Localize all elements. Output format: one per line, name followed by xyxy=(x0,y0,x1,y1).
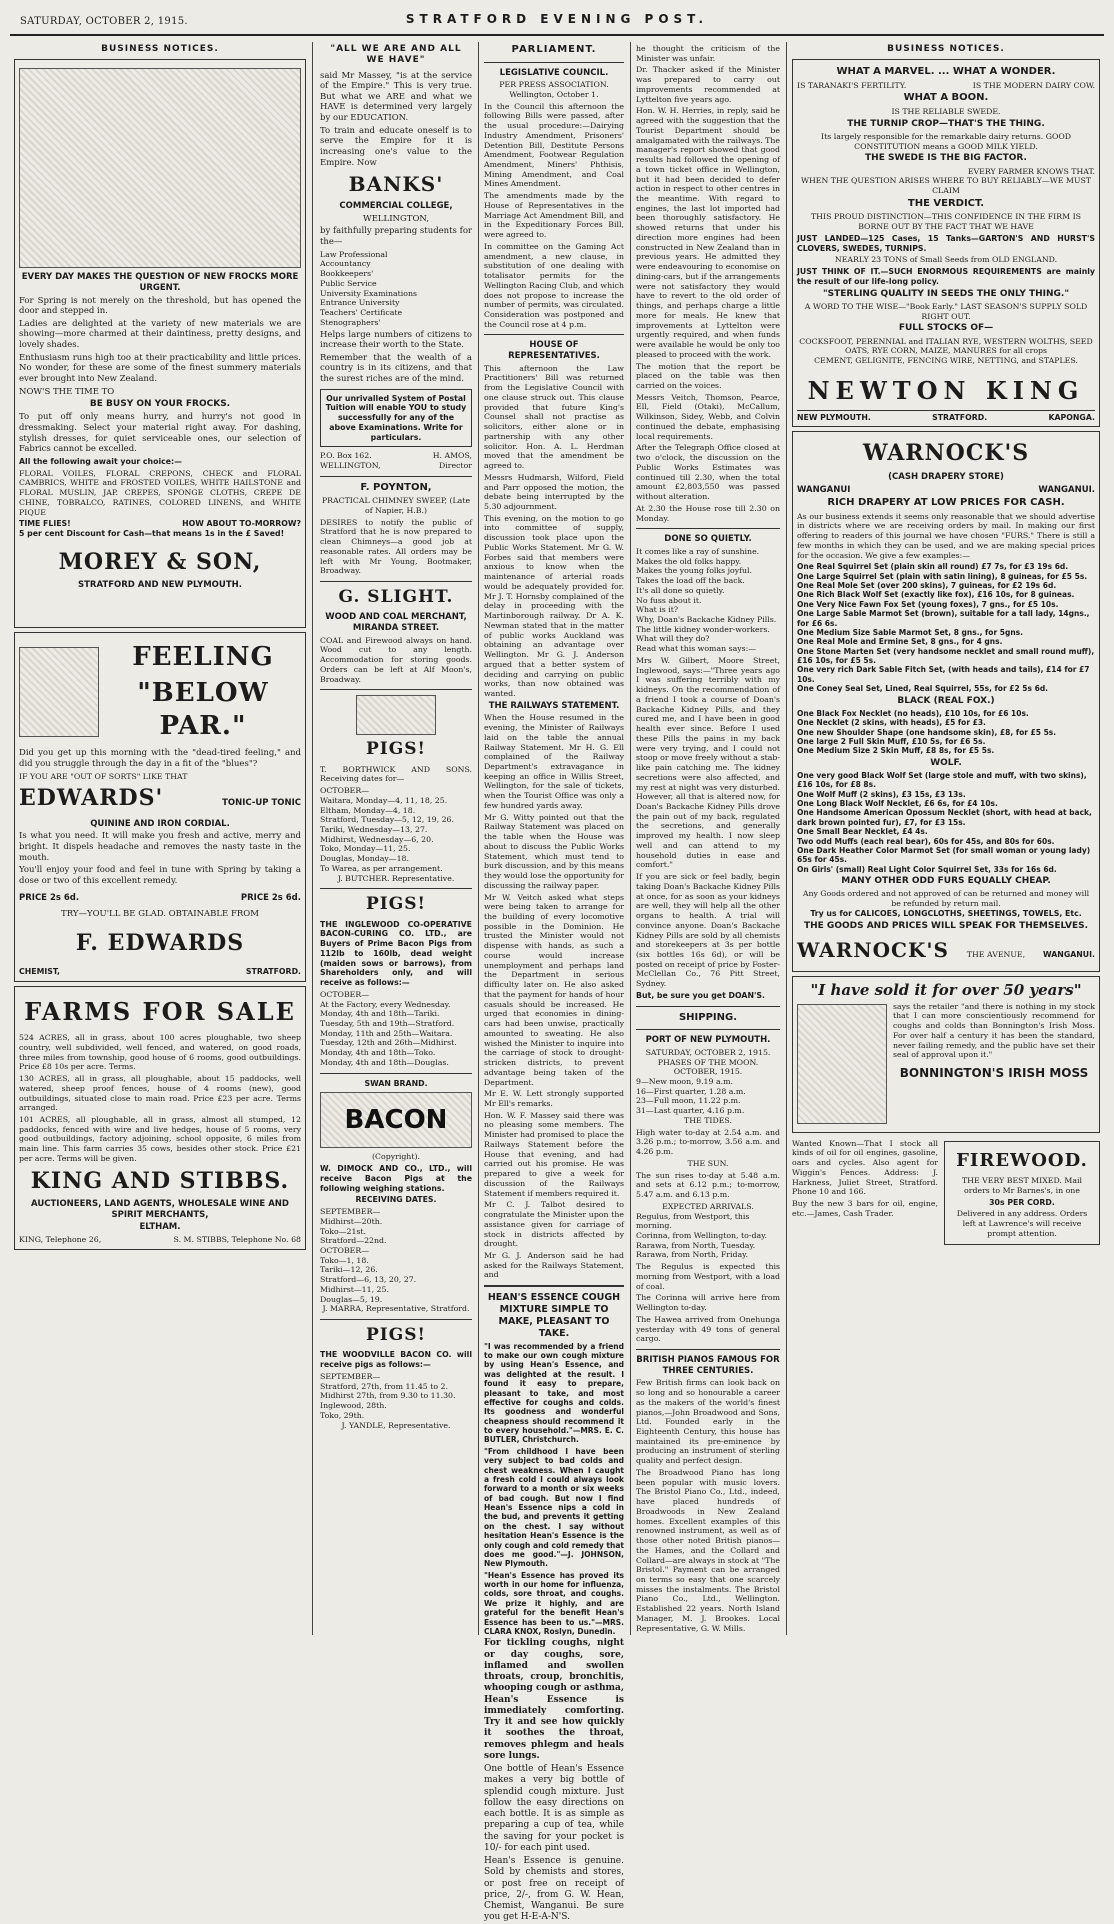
list-item: Corinna, from Wellington, to-day. xyxy=(636,1231,767,1240)
article-paragraph: Mr G. J. Anderson said he had asked for the Railways Statement, and xyxy=(484,1250,624,1280)
list-item: One Real Squirrel Set (plain skin all round) £7 7s, for £3 19s 6d. xyxy=(797,562,1069,572)
college-name: COMMERCIAL COLLEGE, xyxy=(339,201,453,212)
advert-subheading: THE TURNIP CROP—THAT'S THE THING. xyxy=(847,118,1045,129)
morey-name: MOREY & SON, xyxy=(58,548,262,575)
dates-list xyxy=(320,796,472,864)
testimonial: "From childhood I have been very subject to bad colds and chest weakness. When I caught a fresh cold I could always look forward to a month or six weeks of bad cough. But now I find Hean's Essence nips a cold in the bud, and prevents it getting on the chest. I say without hesitation Hean's Essence is the only cough and cold remedy that does me good."—J. JOHNSON, New Plymouth. xyxy=(484,1446,624,1569)
advert-text: JUST LANDED—125 Cases, 15 Tanks—GARTON'S AND HURST'S CLOVERS, SWEDES, TURNIPS. xyxy=(797,233,1095,253)
advert-text: CEMENT, GELIGNITE, FENCING WIRE, NETTING, and STAPLES. xyxy=(814,355,1078,365)
lady-illustration xyxy=(19,68,301,268)
price: PRICE 2s 6d. xyxy=(19,892,80,903)
advert-text: The Broadwood Piano has long been popular with music lovers. The Bristol Piano Co., Ltd., indeed, have placed hundreds of Broadwoods in New Zealand homes. Excellent examples of this renowned instrument, as well as of those other noted British pianos—the Hames, and the Collard and Collard—are always in stock at "The Bristol." Payment can be arranged on terms so easy that one scarcely misses the instalments. The Bristol Piano Co., Ltd., Wellington. Established 22 years. North Island Manager, M. J. Brookes. Local Representative, G. W. Mills. xyxy=(636,1467,780,1633)
advert-text: TRY—YOU'LL BE GLAD. OBTAINABLE FROM xyxy=(61,909,259,920)
subsection-heading: THE SUN. xyxy=(687,1158,729,1168)
advert-subheading: WOLF. xyxy=(930,757,962,768)
advert-text: COAL and Firewood always on hand. Wood cut to any length. Accommodation for storing goods. Orders can be left at Alf Moon's, Broadway. xyxy=(320,635,472,684)
article-paragraph: The Hawea arrived from Onehunga yesterday with 49 tons of general cargo. xyxy=(636,1314,780,1344)
advert-text: says the retailer "and there is nothing in my stock that I can more conscientiously recommend for coughs and colds than Bonnington's Irish Moss. For over half a century it has been the standard, never failing remedy, and the public have set their seal of approval upon it." xyxy=(893,1001,1095,1060)
subsection-heading: EXPECTED ARRIVALS. xyxy=(662,1201,754,1211)
arrivals-list xyxy=(636,1212,780,1261)
advert-text: JUST THINK OF IT.—SUCH ENORMOUS REQUIREMENTS are mainly the result of our life-long policy. xyxy=(797,267,1095,286)
article-paragraph: Messrs Hudmarsh, Wilford, Field and Parr opposed the motion, the debate being interrupted by the 5.30 adjournment. xyxy=(484,472,624,512)
subsection-heading: PORT OF NEW PLYMOUTH. xyxy=(645,1035,771,1046)
tonic-name: TONIC-UP TONIC xyxy=(222,798,301,809)
advert-headline: "I have sold it for over 50 years" xyxy=(810,980,1082,999)
advert-text: Is what you need. It will make you fresh and active, merry and bright. It dispels headache and removes the nasty taste in the mouth. xyxy=(19,831,301,863)
list-item: What will they do? xyxy=(636,634,710,644)
column-1 xyxy=(10,42,310,1635)
article-paragraph: In the Council this afternoon the following Bills were passed, after the usual procedure:—Dairying Industry Amendment, Prisoners' Detention Bill, Destitute Persons Amendment, Footwear Regulation Amendment, Miners' Phthisis, Mining Amendment, and Coal Mines Amendment. xyxy=(484,101,624,189)
advert-text: THIS PROUD DISTINCTION—THIS CONFIDENCE IN THE FIRM IS BORNE OUT BY THE FACT THAT WE HAVE xyxy=(810,212,1081,232)
advert-text: As our business extends it seems only reasonable that we should advertise in districts where we are receiving orders by mail. In making our first offering to readers of this journal we have chosen "FURS." There is still a few months in which they can be used, and we are making special prices for the occasion. We give a few examples:— xyxy=(797,511,1095,560)
list-item: 16—First quarter, 1.28 a.m. xyxy=(636,1086,746,1096)
list-item: One very rich Dark Sable Fitch Set, (with heads and tails), £14 for £7 10s. xyxy=(797,665,1090,684)
advert-text: IS THE MODERN DAIRY COW. xyxy=(972,80,1095,90)
list-item: One Medium Size Sable Marmot Set, 8 gns., for 5gns. xyxy=(797,627,1023,637)
subsection-heading: HOUSE OF REPRESENTATIVES. xyxy=(508,340,600,362)
pigs-heading: PIGS! xyxy=(366,739,426,760)
advert-headline: WHAT A BOON. xyxy=(903,92,989,104)
advert-subheading: THE SWEDE IS THE BIG FACTOR. xyxy=(865,153,1027,164)
advert-text: A WORD TO THE WISE—"Book Early." LAST SEASON'S SUPPLY SOLD RIGHT OUT. xyxy=(804,301,1088,321)
advert-subheading: "STERLING QUALITY IN SEEDS THE ONLY THING." xyxy=(822,288,1070,299)
advert-subheading: PRACTICAL CHIMNEY SWEEP, (Late of Napier, H.B.) xyxy=(321,496,471,515)
advert-text: To train and educate oneself is to serve the Empire for it is increasing one's value to the Empire. Now xyxy=(320,125,472,168)
advert-headline: "ALL WE ARE AND ALL WE HAVE" xyxy=(330,44,462,66)
article-paragraph: Hon. W. H. Herries, in reply, said he agreed with the suggestion that the Tourist Department should be amalgamated with the railways. The manager's report showed that good results had followed the opening of a town ticket office in Wellington, but it had been decided to defer action in respect to other centres in the meantime. With regard to engines, the last lot imported had been thoroughly satisfactory. He showed returns that under his direction more engines had been constructed in New Zealand than in previous years. He admitted they were endeavouring to economise on dining-cars, but if the arrangements were not satisfactory they would have to revert to the old order of things, and perhaps charge a little more for meals. He knew that improvements at Lyttelton were urgently required, and when funds were available he would be only too pleased to proceed with the work. xyxy=(636,106,781,359)
advert-text: To Warea, as per arrangement. xyxy=(320,863,443,873)
bacon-pig-illustration xyxy=(320,1092,472,1148)
list-item: One Coney Seal Set, Lined, Real Squirrel, 55s, for £2 5s 6d. xyxy=(797,684,1049,694)
advert-text: Delivered in any address. Orders left at Lawrence's will receive prompt attention. xyxy=(956,1209,1088,1238)
advert-text: For tickling coughs, night or day coughs, sore, inflamed and swollen throats, croup, bronchitis, whooping cough or asthma, Hean's Essence is immediately comforting. Try it and see how quickly it soothes the throat, removes phlegm and heals sore lungs. xyxy=(484,1638,624,1761)
month-label: OCTOBER— xyxy=(320,989,370,999)
list-item: One Real Mole Set (over 200 skins), 7 guineas, for £2 19s 6d. xyxy=(797,581,1057,591)
advert-text: Enthusiasm runs high too at their practicability and little prices. No wonder, for these are some of the finest summery materials ever brought into New Zealand. xyxy=(19,352,301,384)
list-item: One Real Mole and Ermine Set, 8 gns., for 4 gns. xyxy=(797,637,1003,647)
list-item: Law Professional xyxy=(320,249,388,259)
article-paragraph: Mr E. W. Lett strongly supported Mr Ell's remarks. xyxy=(484,1089,624,1108)
dateline: OCTOBER, 1915. xyxy=(673,1067,743,1077)
list-item: Stenographers' xyxy=(320,317,381,327)
farm-listing: 524 ACRES, all in grass, about 100 acres ploughable, two sheep country, well subdivided, well fenced, and watered, on good roads, three miles from township, good house of 6 rooms, good outbuildings. Price £8 10s per acre. Terms. xyxy=(19,1033,301,1072)
list-item: 31—Last quarter, 4.16 p.m. xyxy=(636,1106,745,1116)
list-item: Read what this woman says:— xyxy=(636,644,757,654)
article-paragraph: In committee on the Gaming Act amendment, a new clause, in substitution of one dealing with totalisator permits for the Wellington Racing Club, and which does not propose to increase the number of permits, was circulated. Consideration was postponed and the Council rose at 4 p.m. xyxy=(484,241,624,329)
dates-list xyxy=(320,1372,472,1421)
advert-text: Remember that the wealth of a country is in its citizens, and that the surest riches are of the mind. xyxy=(320,352,472,384)
fabric-list: FLORAL VOILES, FLORAL CREPONS, CHECK and FLORAL CAMBRICS, WHITE and FROSTED VOILES, WHITE HAILSTONE and FLORAL MUSLIN, JAP. CREPES, SPONGE CLOTHS, CREPE DE CHINE, TOBRALCO, RATINES, COLORED LINENS, and WHITE PIQUE xyxy=(19,468,301,517)
list-item: One Large Sable Marmot Set (brown), suitable for a tall lady, 14gns., for £6 6s. xyxy=(797,609,1090,628)
list-item: One Medium Size 2 Skin Muff, £8 8s, for £5 5s. xyxy=(797,746,995,756)
advert-text: Any Goods ordered and not approved of can be returned and money will be refunded by return mail. xyxy=(802,889,1090,909)
advert-text: NOW'S THE TIME TO xyxy=(19,386,115,397)
advert-subheading: BLACK (REAL FOX.) xyxy=(897,695,995,706)
advert-text: Its largely responsible for the remarkable dairy returns. GOOD CONSTITUTION means a GOOD MILK YIELD. xyxy=(821,131,1071,151)
list-item: Monday, 4th and 18th—Toko. xyxy=(320,1048,436,1058)
article-paragraph: he thought the criticism of the Minister was unfair. xyxy=(636,44,780,63)
column-rule xyxy=(630,42,631,1635)
advert-text: All the following await your choice:— xyxy=(19,456,182,466)
list-item: Monday, 11th and 25th—Waitara. xyxy=(320,1028,453,1038)
list-item: Public Service xyxy=(320,278,377,288)
list-item: Entrance University xyxy=(320,298,400,308)
dates-list xyxy=(320,1256,472,1305)
location-label: NEW PLYMOUTH. xyxy=(797,412,871,422)
postal-tuition-box: Our unrivalled System of Postal Tuition will enable YOU to study successfully for any of the above Examinations. Write for particulars. xyxy=(320,389,472,448)
list-item: Makes the young folks joyful. xyxy=(636,566,752,576)
article-paragraph: Messrs Veitch, Thomson, Pearce, Ell, Field (Otaki), McCallum, Wilkinson, Sidey, Webb, and Colvin continued the debate, emphasising local requirements. xyxy=(636,392,780,441)
list-item: One large 2 Full Skin Muff, £10 5s, for £6 5s. xyxy=(797,736,986,746)
list-item: Accountancy xyxy=(320,259,371,269)
firewood-heading: FIREWOOD. xyxy=(956,1149,1088,1171)
advert-text: DESIRES to notify the public of Stratford that he is now prepared to clean Chimneys—a good job at reasonable rates. All orders may be left with Mr Young, Bootmaker, Broadway. xyxy=(320,517,472,576)
edwards-brand: EDWARDS' xyxy=(19,785,164,812)
column-rule xyxy=(312,42,313,1635)
article-paragraph: The Regulus is expected this morning from Westport, with a load of coal. xyxy=(636,1262,780,1291)
representative: J. MARRA, Representative, Stratford. xyxy=(322,1304,470,1314)
frocks-advert xyxy=(14,59,306,628)
dateline: SATURDAY, OCTOBER 2, 1915. xyxy=(645,1047,771,1057)
list-item: It comes like a ray of sunshine. xyxy=(636,546,760,556)
section-heading: BUSINESS NOTICES. xyxy=(101,44,219,54)
list-item: On Girls' (small) Real Light Color Squirrel Set, 33s for 16s 6d. xyxy=(797,864,1057,874)
newton-king-advert xyxy=(792,59,1100,427)
article-paragraph: The Corinna will arrive here from Wellington to-day. xyxy=(636,1293,780,1313)
list-item: 9—New moon, 9.19 a.m. xyxy=(636,1076,733,1086)
pig-illustration xyxy=(356,695,436,735)
advert-text: Few British firms can look back on so long and so honourable a career as the makers of the world's finest pianos,—John Broadwood and Sons, Ltd. Founded early in the Eighteenth Century, this house has maintained its pre-eminence by producing an instrument of sterling quality and perfect design. xyxy=(636,1378,780,1466)
list-item: One Rich Black Wolf Set (exactly like fox), £16 10s, for 8 guineas. xyxy=(797,590,1075,600)
list-item: Makes the old folks happy. xyxy=(636,556,742,566)
list-item: Regulus, from Westport, this morning. xyxy=(636,1211,750,1231)
advert-text: T. BORTHWICK AND SONS. Receiving dates for— xyxy=(320,764,472,784)
advert-headline: DONE SO QUIETLY. xyxy=(664,534,752,545)
list-item: No fuss about it. xyxy=(636,595,702,605)
list-item: At the Factory, every Wednesday. xyxy=(320,999,451,1009)
course-list xyxy=(320,250,472,328)
list-item: Tariki, Wednesday—13, 27. xyxy=(320,824,428,834)
section-heading: BUSINESS NOTICES. xyxy=(887,44,1005,54)
town-label: WANGANUI. xyxy=(1038,484,1095,495)
list-item: One Small Bear Necklet, £4 4s. xyxy=(797,827,928,837)
advert-text: THE WOODVILLE BACON CO. will receive pigs as follows:— xyxy=(320,1350,472,1370)
advert-text: You'll enjoy your food and feel in tune with Spring by taking a dose or two of this excellent remedy. xyxy=(19,865,301,886)
black-fox-list xyxy=(797,709,1095,756)
list-item: Midhirst 27th, from 9.30 to 11.30. xyxy=(320,1391,456,1401)
advert-subheading: WOOD AND COAL MERCHANT, MIRANDA STREET. xyxy=(325,612,467,634)
advert-tagline: TIME FLIES! xyxy=(19,519,71,529)
article-paragraph: The sun rises to-day at 5.48 a.m. and sets at 6.12 p.m.; to-morrow, 5.47 a.m. and 6.13 p.m. xyxy=(636,1170,780,1200)
list-item: Douglas, Monday—18. xyxy=(320,854,409,864)
list-item: What is it? xyxy=(636,605,679,615)
column-5 xyxy=(788,42,1104,1635)
dates-list xyxy=(320,1217,472,1246)
list-item: Toko—1, 18. xyxy=(320,1255,369,1265)
month-label: OCTOBER— xyxy=(320,1245,370,1255)
list-item: Teachers' Certificate xyxy=(320,308,403,318)
f-edwards-name: F. EDWARDS xyxy=(75,929,245,956)
pigs-heading: PIGS! xyxy=(366,1325,426,1346)
list-item: Why, Doan's Backache Kidney Pills. xyxy=(636,615,777,625)
poem-lines xyxy=(636,547,780,654)
advert-text: Mrs W. Gilbert, Moore Street, Inglewood, says:—"Three years ago I was suffering terribly with my kidneys. On the recommendation of a friend I took a course of Doan's Backache Kidney Pills, and they cured me, and I have been in good health ever since. Before I used these Pills the pains in my back were very trying, and I could not stoop or move freely without a stab-like pain catching me. The kidney secretions were also affected, and my rest at night was very disturbed. However, all that is altered now, for Doan's Backache Kidney Pills drove the pain out of my back, regulated the secretions, and generally improved my health. I now sleep well and can attend to my household duties in ease and comfort." xyxy=(636,655,780,870)
article-paragraph: This afternoon the Law Practitioners' Bill was returned from the Legislative Council with one clause struck out. This clause provided that future King's Counsel shall not practise as solicitors, either alone or in partnership with any other solicitor. Hon. A. L. Herdman moved that the amendment be agreed to. xyxy=(484,363,624,471)
advert-subheading: BE BUSY ON YOUR FROCKS. xyxy=(89,399,231,410)
list-item: Monday, 4th and 18th—Tariki. xyxy=(320,1009,440,1019)
issue-date: SATURDAY, OCTOBER 2, 1915. xyxy=(20,16,188,27)
location-label: STRATFORD. xyxy=(932,412,988,422)
month-label: SEPTEMBER— xyxy=(320,1207,381,1217)
list-item: Inglewood, 28th. xyxy=(320,1401,387,1411)
list-item: One Stone Marten Set (very handsome necklet and small round muff), £16 10s, for £5 5s. xyxy=(797,646,1095,666)
list-item: Midhirst—11, 25. xyxy=(320,1284,389,1294)
tonic-advert xyxy=(14,632,306,982)
newton-king-name: NEWTON KING xyxy=(807,375,1085,405)
advert-text: Helps large numbers of citizens to increase their worth to the State. xyxy=(320,329,472,351)
advert-text: To put off only means hurry, and hurry's not good in dressmaking. Select your material right away. For dashing, stylish dresses, for quiet serviceable ones, our selection of Fabrics cannot be excelled. xyxy=(19,412,301,455)
dates-list xyxy=(320,1000,472,1068)
column-rule xyxy=(478,42,479,1635)
advert-text: But, be sure you get DOAN'S. xyxy=(636,990,765,1000)
copyright-label: (Copyright). xyxy=(372,1152,420,1162)
list-item: Tuesday, 12th and 26th—Midhirst. xyxy=(320,1038,457,1048)
subsection-heading: LEGISLATIVE COUNCIL. xyxy=(499,67,609,78)
town-label: WANGANUI. xyxy=(1043,949,1095,959)
discount-line: 5 per cent Discount for Cash—that means 1s in the £ Saved! xyxy=(19,529,285,539)
list-item: The little kidney wonder-workers. xyxy=(636,624,770,634)
list-item: One Handsome American Opossum Necklet (short, with head at back, dark brown pointed fur), £7, for £3 15s. xyxy=(797,808,1092,827)
list-item: Eltham, Monday—4, 18. xyxy=(320,805,416,815)
article-paragraph: The motion that the report be placed on the table was then carried on the voices. xyxy=(636,361,780,390)
advert-headline: "BELOW PAR." xyxy=(137,678,269,741)
slight-name: G. SLIGHT. xyxy=(338,587,454,608)
director-name: H. AMOS, xyxy=(432,451,472,461)
poynton-name: F. POYNTON, xyxy=(360,481,432,493)
retailer-illustration xyxy=(797,1004,887,1124)
list-item: Douglas—5, 19. xyxy=(320,1294,383,1304)
list-item: Stratford, Tuesday—5, 12, 19, 26. xyxy=(320,815,454,825)
list-item: One Very Nice Fawn Fox Set (young foxes), 7 gns., for £5 10s. xyxy=(797,599,1059,609)
king-stibbs-name: KING AND STIBBS. xyxy=(30,1167,290,1194)
list-item: One very good Black Wolf Set (large stole and muff, with two skins), £16 10s, for £8 8s. xyxy=(797,770,1087,790)
advert-tagline-row xyxy=(19,519,301,529)
advert-text: IS TARANAKI'S FERTILITY. xyxy=(797,80,907,90)
advert-subheading: MANY OTHER ODD FURS EQUALLY CHEAP. xyxy=(841,876,1051,887)
testimonial: "Hean's Essence has proved its worth in our home for influenza, colds, sore throat, and coughs. We prize it highly, and are grateful for the benefit Hean's Essence has been to us."—MRS. CLARA KNOX, Roslyn, Dunedin. xyxy=(484,1570,624,1636)
advert-subheading: (CASH DRAPERY STORE) xyxy=(888,471,1004,482)
advert-text: WHEN THE QUESTION ARISES WHERE TO BUY RELIABLY—WE MUST CLAIM xyxy=(800,176,1091,196)
list-item: Waitara, Monday—4, 11, 18, 25. xyxy=(320,795,448,805)
list-item: SEPTEMBER— xyxy=(320,1371,381,1381)
advert-text: For Spring is not merely on the threshold, but has opened the door and stepped in. xyxy=(19,295,301,317)
banks-name: BANKS' xyxy=(348,172,444,197)
month-label: OCTOBER— xyxy=(320,786,370,796)
representative: J. YANDLE, Representative. xyxy=(341,1420,451,1430)
advert-text: One bottle of Hean's Essence makes a very big bottle of splendid cough mixture. Just follow the easy directions on each bottle. It is as simple as preparing a cup of tea, while the saving for your pocket is 10/- for each pint used. xyxy=(484,1764,624,1853)
price: 30s PER CORD. xyxy=(989,1197,1055,1207)
list-item: Two odd Muffs (each real bear), 60s for 45s, and 80s for 60s. xyxy=(797,836,1055,846)
farms-advert xyxy=(14,986,306,1250)
advert-text: IF YOU ARE "OUT OF SORTS" LIKE THAT xyxy=(19,771,188,781)
list-item: Midhirst—20th. xyxy=(320,1216,383,1226)
town-label: STRATFORD. xyxy=(245,967,301,977)
advert-text: THE VERY BEST MIXED. Mail orders to Mr Barnes's, in one xyxy=(961,1176,1083,1195)
advert-headline: FARMS FOR SALE xyxy=(24,997,296,1027)
advert-text: Ladies are delighted at the variety of new materials we are showing—more charmed at their daintiness, pretty designs, and lovely shades. xyxy=(19,318,301,350)
column-rule xyxy=(786,42,787,1635)
section-heading: SHIPPING. xyxy=(678,1011,738,1023)
list-item: Toko, Monday—11, 25. xyxy=(320,844,411,854)
advert-text: If you are sick or feel badly, begin taking Doan's Backache Kidney Pills at once, for as soon as your kidneys are well, they will help all the other organs to health. A trial will convince anyone. Doan's Backache Kidney Pills are sold by all chemists and storekeepers at 3s per bottle (six bottles 16s 6d), or will be posted on receipt of price by Foster-McClellan Co., 76 Pitt Street, Sydney. xyxy=(636,872,780,989)
advert-headline: EVERY DAY MAKES THE QUESTION OF NEW FROCKS MORE URGENT. xyxy=(21,272,299,293)
advert-subheading: RECEIVING DATES. xyxy=(355,1195,437,1205)
representative: J. BUTCHER. Representative. xyxy=(337,873,455,883)
price: PRICE 2s 6d. xyxy=(240,892,301,903)
king-stibbs-sub: AUCTIONEERS, LAND AGENTS, WHOLESALE WINE AND SPIRIT MERCHANTS, xyxy=(31,1199,289,1220)
wanted-advert: Wanted Known—That I stock all kinds of oil for oil engines, gasoline, oars and cycles. Also agent for Wiggin's Fences. Address: J. Harkness, Juliet Street, Stratford. Phone 10 and 166. xyxy=(792,1138,938,1197)
list-item: Stratford, 27th, from 11.45 to 2. xyxy=(320,1381,448,1391)
bottom-adverts xyxy=(792,1137,1100,1250)
advert-text: NEARLY 23 TONS of Small Seeds from OLD ENGLAND. xyxy=(834,255,1058,265)
advert-headline: THE VERDICT. xyxy=(907,197,985,209)
town-label: WELLINGTON, xyxy=(362,213,430,224)
warnocks-name: WARNOCK'S xyxy=(797,937,949,962)
subsection-heading: THE TIDES. xyxy=(684,1115,732,1125)
town-label: ELTHAM. xyxy=(139,1222,181,1233)
farm-listing: 101 ACRES, all ploughable, all in grass, almost all stumped, 12 paddocks, fenced with wire and live hedges, house of 5 rooms, very good outbuildings, factory adjoining, school opposite, 6 miles from main line. This farm carries 35 cows, besides other stock. Price £21 per acre. Terms will be given. xyxy=(19,1114,301,1163)
advert-text: W. DIMOCK AND CO., LTD., will receive Bacon Pigs at the following weighing stations. xyxy=(320,1164,472,1193)
article-paragraph: After the Telegraph Office closed at two o'clock, the discussion on the Public Works Estimates was continued till 2.30, when the total amount £2,803,550 was passed without alteration. xyxy=(636,443,780,502)
warnocks-name: WARNOCK'S xyxy=(862,440,1030,467)
brand-label: SWAN BRAND. xyxy=(364,1078,428,1088)
testimonial: "I was recommended by a friend to make our own cough mixture by using Hean's Essence, and was delighted at the result. I found it easy to prepare, pleasant to take, and most effective for coughs and colds. Its goodness and wonderful cheapness should recommend it to every household."—MRS. E. C. BUTLER, Christchurch. xyxy=(484,1341,624,1445)
advert-text: COCKSFOOT, PERENNIAL and ITALIAN RYE, WESTERN WOLTHS, SEED OATS, RYE CORN, MAIZE, MANURES for all crops xyxy=(799,336,1093,356)
column-3 xyxy=(480,42,628,1923)
wolf-list xyxy=(797,771,1095,874)
moon-phases xyxy=(636,1077,780,1116)
subsection-heading: PHASES OF THE MOON. xyxy=(657,1057,759,1067)
article-paragraph: Mr W. Veitch asked what steps were being taken to arrange for the building of every locomotive possible in the Dominion. He trusted the Minister would not dispense with hands, as such a course would increase unemployment and perhaps land the Department in serious difficulty later on. He also asked that the payment for hands of hour casuals should be increased. He urged that economies in dining-cars had been unwise, practically amounted to sweating. He also wished the Minister to inquire into the carriage of stock to drought-stricken districts, to prevent advantage being taken of the Department. xyxy=(484,892,624,1087)
advert-headline: FEELING xyxy=(132,641,274,672)
warnocks-advert xyxy=(792,431,1100,971)
list-item: Rarawa, from North, Friday. xyxy=(636,1250,749,1260)
man-illustration xyxy=(19,647,99,737)
list-item: Stratford—6, 13, 20, 27. xyxy=(320,1275,417,1285)
list-item: One Necklet (2 skins, with heads), £5 for £3. xyxy=(797,718,986,728)
list-item: Toko, 29th. xyxy=(320,1410,365,1420)
article-paragraph: This evening, on the motion to go into committee of supply, discussion took place upon the Public Works Statement. Mr G. W. Forbes said that members were anxious to know when the maintenance of arterial roads would be adequately provided for. Mr J. T. Hornsby complained of the delay in proceeding with the Martinborough railway. Dr A. K. Newman stated that in the matter of public works Auckland was obtaining an advantage over Wellington. Mr G. J. Anderson argued that a better system of deciding and carrying on public works, than now obtained was wanted. xyxy=(484,513,624,698)
article-paragraph: At 2.30 the House rose till 2.30 on Monday. xyxy=(636,503,780,523)
article-paragraph: High water to-day at 2.54 a.m. and 3.26 p.m.; to-morrow, 3.56 a.m. and 4.26 p.m. xyxy=(636,1127,780,1157)
list-item: University Examinations xyxy=(320,288,417,298)
tonic-sub: QUININE AND IRON CORDIAL. xyxy=(90,818,230,829)
advert-headline: BRITISH PIANOS FAMOUS FOR THREE CENTURIES. xyxy=(636,1355,780,1376)
advert-text: THE INGLEWOOD CO-OPERATIVE BACON-CURING CO. LTD., are Buyers of Prime Bacon Pigs from 112lb to 160lb, dead weight (maiden sows or barrows), from Shareholders only, and will receive as follows:— xyxy=(320,919,472,988)
list-item: Monday, 4th and 18th—Douglas. xyxy=(320,1057,449,1067)
town-label: WELLINGTON, xyxy=(320,461,381,471)
advert-subheading: THE GOODS AND PRICES WILL SPEAK FOR THEMSELVES. xyxy=(803,920,1089,931)
advert-text: IS THE RELIABLE SWEDE. xyxy=(891,106,1001,116)
list-item: Stratford—22nd. xyxy=(320,1236,387,1246)
subsection-heading: THE RAILWAYS STATEMENT. xyxy=(488,700,620,711)
advert-subheading: FULL STOCKS OF— xyxy=(898,323,994,334)
bonnington-advert xyxy=(792,976,1100,1133)
section-heading: PARLIAMENT. xyxy=(511,44,597,55)
list-item: Rarawa, from North, Tuesday. xyxy=(636,1240,756,1250)
article-paragraph: Hon. W. F. Massey said there was no pleasing some members. The Minister had promised to place the Railways Statement before the House that evening, and had carried out his promise. He was prepared to give a week for discussion of the Railways Statement if members required it. xyxy=(484,1110,624,1198)
po-box: P.O. Box 162. xyxy=(320,451,372,461)
bacon-word: BACON xyxy=(344,1105,448,1136)
advert-text: Try us for CALICOES, LONGCLOTHS, SHEETINGS, TOWELS, Etc. xyxy=(810,908,1082,918)
pigs-heading: PIGS! xyxy=(366,894,426,915)
advert-text: by faithfully preparing students for the— xyxy=(320,226,472,247)
article-paragraph: Dr. Thacker asked if the Minister was prepared to carry out improvements recommended at Lyttelton five years ago. xyxy=(636,65,780,104)
furs-list xyxy=(797,562,1095,693)
list-item: 23—Full moon, 11.22 p.m. xyxy=(636,1096,741,1106)
advert-text: said Mr Massey, "is at the service of the Empire." This is very true. But what we ARE and what we HAVE is determined very largely by our EDUCATION. xyxy=(320,70,472,123)
location-label: KAPONGA. xyxy=(1048,412,1095,422)
masthead xyxy=(10,6,1104,36)
advert-text: EVERY FARMER KNOWS THAT. xyxy=(967,166,1095,176)
list-item: Midhirst, Wednesday—6, 20. xyxy=(320,834,434,844)
list-item: It's all done so quietly. xyxy=(636,585,725,595)
advert-text: Buy the new 3 bars for oil, engine, etc.—James, Cash Trader. xyxy=(792,1198,938,1218)
advert-headline: RICH DRAPERY AT LOW PRICES FOR CASH. xyxy=(827,497,1065,509)
advert-text: Did you get up this morning with the "dead-tired feeling," and did you struggle through the day in a fit of the "blues"? xyxy=(19,748,301,769)
town-label: WANGANUI xyxy=(797,484,851,495)
article-paragraph: Mr C. J. Talbot desired to congratulate the Minister upon the assistance given for carriage of stock in districts affected by drought. xyxy=(484,1200,624,1249)
article-paragraph: The amendments made by the House of Representatives in the Marriage Act Amendment Bill, and in the Expeditionary Forces Bill, were agreed to. xyxy=(484,191,624,240)
column-2 xyxy=(316,42,476,1635)
advert-text: Hean's Essence is genuine. Sold by chemists and stores, or post free on receipt of price, 2/-, from G. W. Hean, Chemist, Wanganui. Be sure you get H-E-A-N'S. xyxy=(484,1856,624,1923)
director-title: Director xyxy=(438,461,472,471)
article-paragraph: When the House resumed in the evening, the Minister of Railways laid on the table the annual Railway Statement. Mr H. G. Ell complained of the Railway Department's extravagance in keeping an office in Willis Street, Wellington, for the sale of tickets, when the Tourist Office was only a few hundred yards away. xyxy=(484,713,624,810)
list-item: One Large Squirrel Set (plain with satin lining), 8 guineas, for £5 5s. xyxy=(797,571,1088,581)
list-item: One new Shoulder Shape (one handsome skin), £8, for £5 5s. xyxy=(797,727,1057,737)
farm-listing: 130 ACRES, all in grass, all ploughable, about 15 paddocks, well watered, sheep proof fences, house of 4 rooms (new), good outbuildings, situated close to main road. Price £23 per acre. Terms arranged. xyxy=(19,1074,301,1113)
phone-line: S. M. STIBBS, Telephone No. 68 xyxy=(173,1235,301,1245)
list-item: Toko—21st. xyxy=(320,1226,367,1236)
newspaper-title: STRATFORD EVENING POST. xyxy=(405,12,709,26)
dateline: PER PRESS ASSOCIATION. Wellington, October 1. xyxy=(499,80,609,99)
list-item: One Black Fox Necklet (no heads), £10 10s, for £6 10s. xyxy=(797,708,1029,718)
phone-line: KING, Telephone 26, xyxy=(19,1235,102,1245)
list-item: Tariki—12, 26. xyxy=(320,1265,378,1275)
list-item: One Dark Heather Color Marmot Set (for small woman or young lady) 65s for 45s. xyxy=(797,845,1091,865)
list-item: Takes the load off the back. xyxy=(636,576,745,586)
advert-headline: HEAN'S ESSENCE COUGH MIXTURE SIMPLE TO MAKE, PLEASANT TO TAKE. xyxy=(487,1292,621,1339)
column-4 xyxy=(632,42,784,1635)
advert-tagline: HOW ABOUT TO-MORROW? xyxy=(182,519,301,529)
advert-headline: WHAT A MARVEL. ... WHAT A WONDER. xyxy=(836,66,1056,78)
list-item: One Long Black Wolf Necklet, £6 6s, for £4 10s. xyxy=(797,799,998,809)
list-item: Tuesday, 5th and 19th—Stratford. xyxy=(320,1018,455,1028)
list-item: Bookkeepers' xyxy=(320,269,374,279)
address-label: THE AVENUE, xyxy=(966,949,1026,959)
article-paragraph: Mr G. Witty pointed out that the Railway Statement was placed on the table when the House was about to discuss the Public Works Statement, which must tend to burk discussion, and by this means they would lose the opportunity for discussing the railway paper. xyxy=(484,812,624,890)
list-item: One Wolf Muff (2 skins), £3 15s, £3 13s. xyxy=(797,789,966,799)
chemist-label: CHEMIST, xyxy=(19,967,61,977)
bonnington-brand: BONNINGTON'S IRISH MOSS xyxy=(899,1065,1089,1080)
morey-location: STRATFORD AND NEW PLYMOUTH. xyxy=(78,580,242,591)
